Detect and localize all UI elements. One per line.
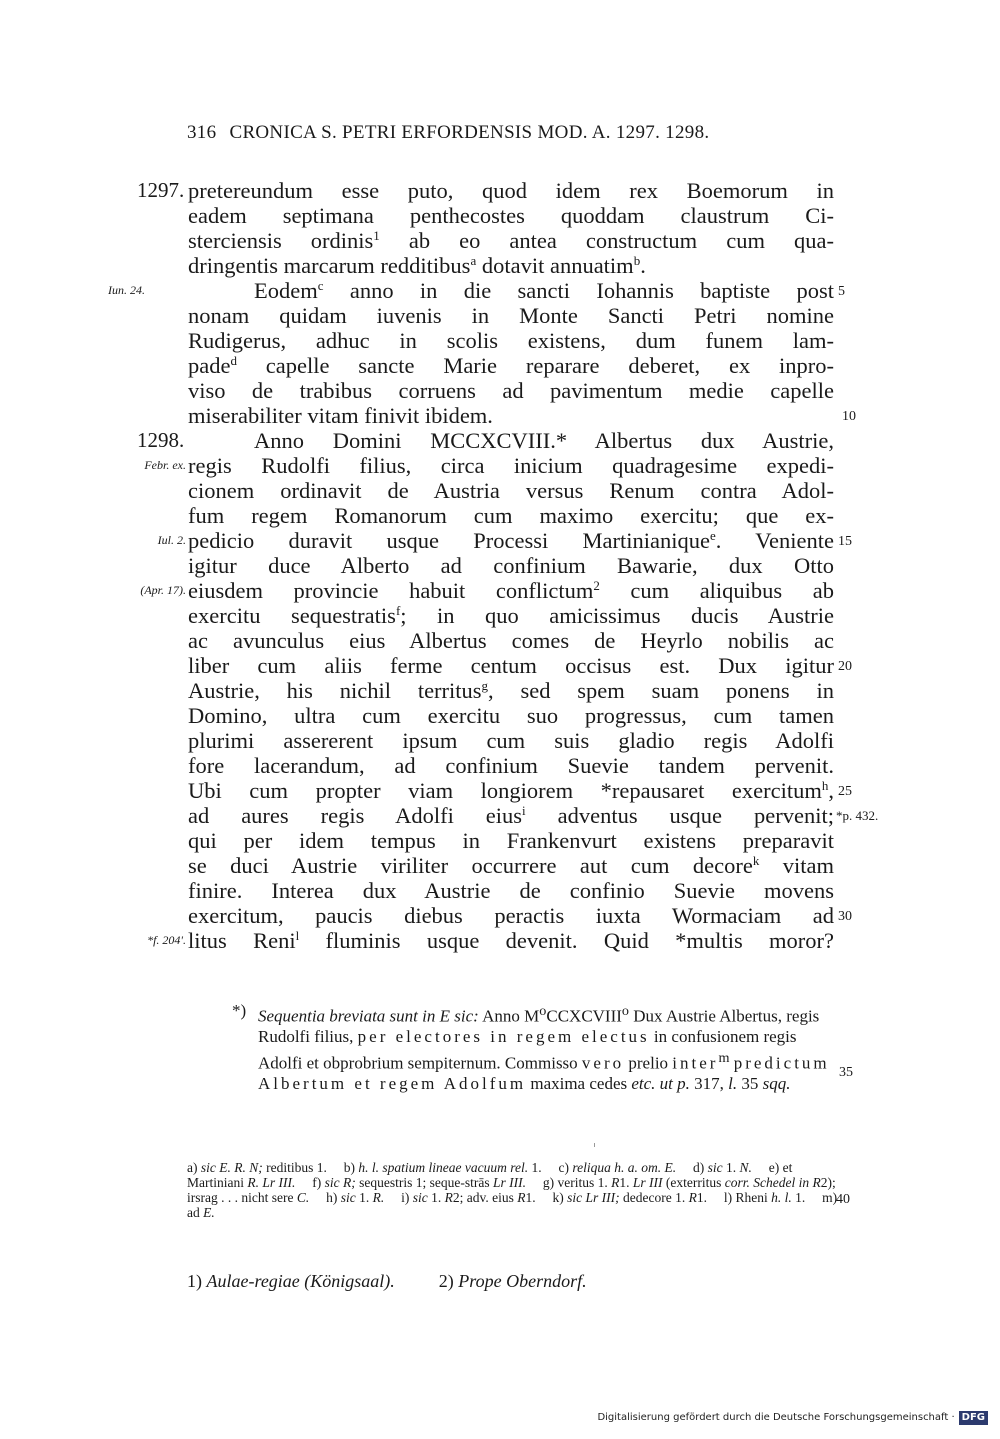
- line-number-35: 35: [839, 1065, 853, 1080]
- line-number-5: 5: [838, 284, 845, 299]
- text-line: fum regem Romanorum cum maximo exercitu; que ex-: [188, 503, 834, 528]
- text-line: ad aures regis Adolfi eius$^i$ adventus usque pervenit;: [188, 803, 834, 828]
- footnote-star: *) Sequentia breviata sunt in E sic: Anno $M^oCCXCVIII^o$ Dux Austrie Albertus, regis Rudolfi filius, per electores in regem electus in confusionem regis Adolfi et obprobrium sempiternum. Commisso vero prelio inter$^m$ predictum Albertum et regem Adolfum maxima cedes etc. ut p. 317, l. 35 sqq. 35: [232, 1001, 853, 1093]
- footnote-ref: 1: [373, 228, 380, 243]
- footnote-ref: l: [295, 928, 300, 943]
- critical-apparatus: a) sic E. R. N; reditibus 1. b) h. l. spatium lineae vacuum rel. 1. c) reliqua h. a. om. E. d) sic 1. N. e) et Martiniani R. Lr III. f) sic R; sequestris 1; seque-strās Lr III. g) veritus 1. R1. Lr III (exterritus corr. Schedel in R2); irsrag . . . nicht sere C. h) sic 1. R. i) sic 1. R2; adv. eius R1. k) sic Lr III; dedecore 1. R1. l) Rheni h. l. 1. m) ad E. 40: [187, 1160, 850, 1220]
- apparatus-ref: k: [752, 853, 760, 868]
- text-line: Domino, ultra cum exercitu suo progressus, cum tamen: [188, 703, 834, 728]
- text-line: igitur duce Alberto ad confinium Bawarie, dux Otto: [188, 553, 834, 578]
- apparatus-ref: g: [481, 678, 489, 693]
- text-line: liber cum aliis ferme centum occisus est. Dux igitur: [188, 653, 834, 678]
- text-line: exercitum, paucis diebus peractis iuxta Wormaciam ad: [188, 903, 834, 928]
- margin-page-p432: *p. 432.: [836, 808, 879, 823]
- text-line: plurimi assererent ipsum cum suis gladio regis Adolfi: [188, 728, 834, 753]
- text-line: eadem septimana penthecostes quoddam claustrum Ci-: [188, 203, 834, 228]
- historical-notes: 1) Aulae-regiae (Königsaal). 2) Prope Oberndorf.: [187, 1271, 587, 1291]
- margin-date-apr17: (Apr. 17).: [140, 583, 186, 597]
- apparatus-ref: b: [633, 253, 641, 268]
- divider: [594, 1143, 595, 1147]
- running-head: [187, 122, 837, 144]
- margin-year-1298: 1298.: [137, 428, 185, 452]
- text-line: regis Rudolfi filius, circa inicium quadragesime expedi-: [188, 453, 834, 478]
- text-line: Austrie, his nichil territus$^g$, sed spem suam ponens in: [188, 678, 834, 703]
- margin-folio-f204: *f. 204'.: [147, 933, 186, 947]
- footnote-ref: 2: [593, 578, 600, 593]
- text-line: Eodem$^c$ anno in die sancti Iohannis baptiste post: [254, 278, 834, 303]
- text-line: eiusdem provincie habuit conflictum$^2$ cum aliquibus ab: [188, 578, 834, 603]
- margin-date-febr-ex: Febr. ex.: [144, 458, 186, 472]
- footnote-star-marker: *): [232, 1001, 247, 1020]
- text-line: sterciensis ordinis$^1$ ab eo antea constructum cum qua-: [188, 228, 834, 253]
- text-line: se duci Austrie viriliter occurrere aut cum decore$^k$ vitam: [188, 853, 834, 878]
- text-line: cionem ordinavit de Austria versus Renum contra Adol-: [188, 478, 834, 503]
- text-line: Rudigerus, adhuc in scolis existens, dum funem lam-: [188, 328, 834, 353]
- text-line: dringentis marcarum redditibus$^a$ dotavit annuatim$^b$.: [188, 253, 646, 278]
- text-line: exercitu sequestratis$^f$; in quo amicissimus ducis Austrie: [188, 603, 834, 628]
- text-line: qui per idem tempus in Frankenvurt existens preparavit: [188, 828, 834, 853]
- apparatus-ref: a: [470, 253, 477, 268]
- text-line: viso de trabibus corruens ad pavimentum medie capelle: [188, 378, 834, 403]
- line-number-10: 10: [842, 409, 856, 424]
- margin-year-1297: 1297.: [137, 178, 185, 202]
- text-line: finire. Interea dux Austrie de confinio Suevie movens: [188, 878, 834, 903]
- line-number-40: 40: [836, 1192, 850, 1207]
- apparatus-ref: d: [230, 353, 237, 368]
- text-line: litus Reni$^l$ fluminis usque devenit. Quid *multis moror?: [188, 928, 834, 953]
- line-number-25: 25: [838, 784, 852, 799]
- dfg-logo: DFG: [959, 1411, 988, 1425]
- text-line: miserabiliter vitam finivit ibidem.: [188, 403, 493, 428]
- text-line: Anno Domini MCCXCVIII.* Albertus dux Austrie,: [254, 428, 834, 453]
- margin-date-iun24: Iun. 24.: [108, 283, 145, 297]
- text-line: nonam quidam iuvenis in Monte Sancti Petri nomine: [188, 303, 834, 328]
- line-number-15: 15: [838, 534, 852, 549]
- running-title: CRONICA S. PETRI ERFORDENSIS MOD. A. 1297. 1298.: [229, 122, 710, 143]
- apparatus-ref: e: [710, 528, 716, 543]
- apparatus-ref: c: [317, 278, 324, 293]
- text-line: pade$^d$ capelle sancte Marie reparare deberet, ex inpro-: [188, 353, 834, 378]
- text-line: fore lacerandum, ad confinium Suevie tandem pervenit.: [188, 753, 834, 778]
- page-number: 316: [187, 122, 217, 143]
- apparatus-ref: h: [821, 778, 829, 793]
- apparatus-ref: i: [522, 803, 526, 818]
- text-line: pedicio duravit usque Processi Martinianique$^e$. Veniente: [188, 528, 835, 553]
- margin-date-iul2: Iul. 2.: [157, 533, 186, 547]
- apparatus-ref: f: [395, 603, 401, 618]
- line-number-30: 30: [838, 909, 852, 924]
- text-line: Ubi cum propter viam longiorem *repausaret exercitum$^h$,: [188, 778, 834, 803]
- text-line: pretereundum esse puto, quod idem rex Boemorum in: [188, 178, 834, 203]
- line-number-20: 20: [838, 659, 852, 674]
- dfg-credit: [597, 1411, 988, 1425]
- text-line: ac avunculus eius Albertus comes de Heyrlo nobilis ac: [188, 628, 834, 653]
- dfg-credit-text: Digitalisierung gefördert durch die Deutsche Forschungsgemeinschaft ·: [597, 1412, 955, 1423]
